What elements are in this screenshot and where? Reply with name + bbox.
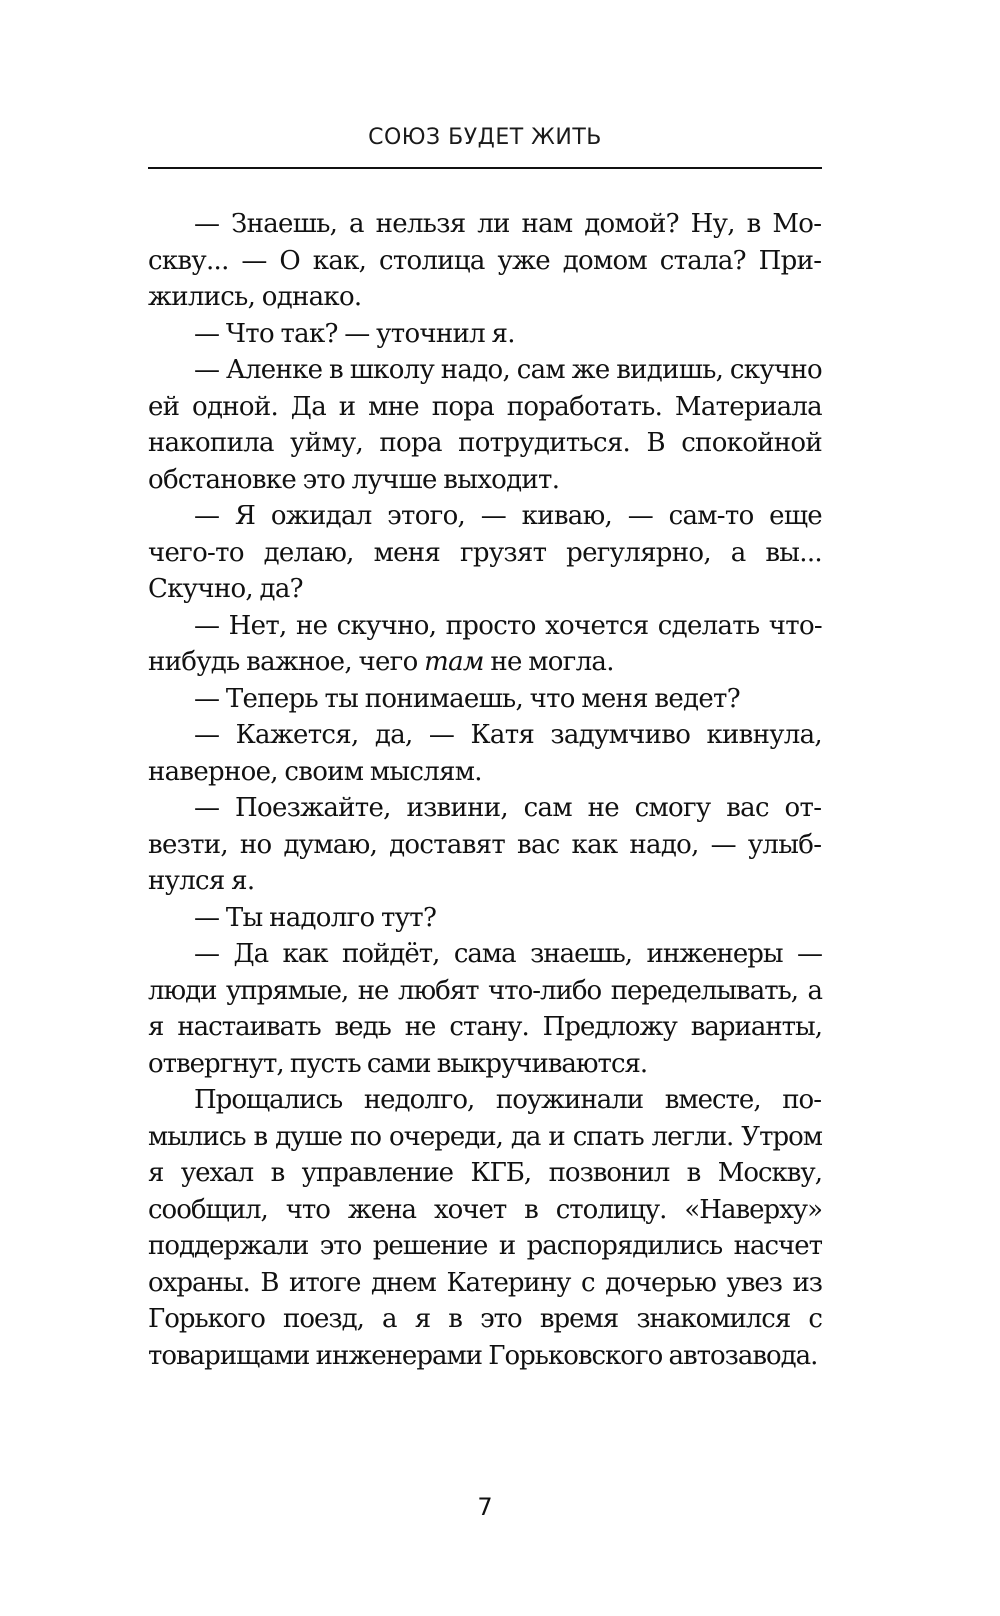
paragraph: — Ты надолго тут? (194, 902, 437, 933)
paragraph: — Аленке в школу надо, сам же видишь, скучно ей одной. Да и мне пора поработать. Материала накопила уйму, пора потрудиться. В спокойной обстановке это лучше выходит. (148, 355, 822, 495)
paragraph: — Поезжайте, извини, сам не смогу вас отвезти, но думаю, доставят вас как надо, — улыбнулся я. (148, 793, 822, 896)
paragraph-text: не могла. (483, 647, 614, 677)
paragraph: Прощались недолго, поужинали вместе, помылись в душе по очереди, да и спать легли. Утром я уехал в управление КГБ, позвонил в Москву, сообщил, что жена хочет в столицу. «Наверху» поддержали это решение и распорядились насчет охраны. В итоге днем Катерину с дочерью увез из Горького поезд, а я в это время знакомился с товарищами инженерами Горьковского автозавода. (148, 1085, 822, 1371)
running-title: СОЮЗ БУДЕТ ЖИТЬ (368, 125, 602, 150)
paragraph: — Теперь ты понимаешь, что меня ведет? (194, 683, 740, 714)
paragraph: — Кажется, да, — Катя задумчиво кивнула, наверное, своим мыслям. (148, 720, 822, 787)
header-rule (148, 167, 822, 169)
paragraph: — Я ожидал этого, — киваю, — сам-то еще чего-то делаю, меня грузят регулярно, а вы... Скучно, да? (148, 501, 822, 604)
paragraph: — Да как пойдёт, сама знаешь, инженеры — люди упрямые, не любят что-либо переделывать, а я настаивать ведь не стану. Предложу варианты, отвергнут, пусть сами выкручиваются. (148, 939, 822, 1079)
paragraph (148, 608, 822, 681)
paragraph-text: — Нет, не скучно, просто хочется сделать что-нибудь важное, чего (148, 610, 822, 677)
paragraph: — Что так? — уточнил я. (194, 318, 515, 349)
page-number: 7 (477, 1493, 493, 1521)
paragraph: — Знаешь, а нельзя ли нам домой? Ну, в Москву... — О как, столица уже домом стала? Прижились, однако. (148, 209, 822, 312)
body-text (148, 206, 822, 1374)
emphasis-text: там (424, 647, 484, 677)
